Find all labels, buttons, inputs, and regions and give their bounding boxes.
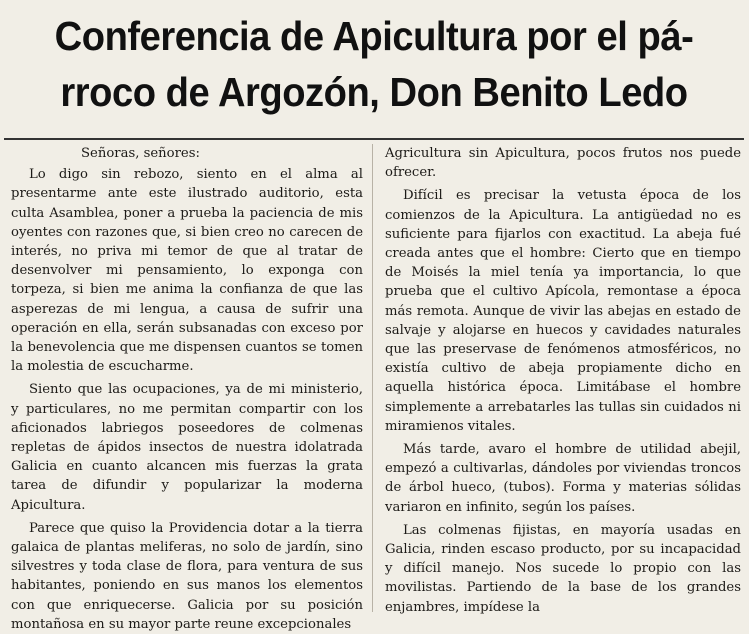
headline-rule xyxy=(4,138,744,140)
continuation-paragraph: Agricultura sin Apicultura, pocos frutos nos puede ofrecer. xyxy=(385,146,741,181)
article-headline xyxy=(35,8,712,120)
right-column xyxy=(385,144,741,617)
headline-line-1: Conferencia de Apicultura por el pá- xyxy=(54,13,694,59)
paragraph: Parece que quiso la Providencia dotar a la tierra galaica de plantas meliferas, no solo de jardín, sino silvestres y toda clase de flora, para ventura de sus habitantes, poniendo en sus manos los elementos con que enriquecerse. Galicia por su posición montañosa en su mayor parte reune excepcionales xyxy=(11,520,363,632)
paragraph: Las colmenas fijistas, en mayoría usadas en Galicia, rinden escaso producto, por su incapacidad y difícil manejo. Nos sucede lo propio con las movilistas. Partiendo de la base de los grandes enjambres, impídese la xyxy=(385,522,741,615)
left-column xyxy=(11,144,363,634)
paragraph: Más tarde, avaro el hombre de utilidad abejil, empezó a cultivarlas, dándoles por viviendas troncos de árbol hueco, (tubos). Forma y materias sólidas variaron en infinito, según los países. xyxy=(385,442,741,515)
paragraph: Siento que las ocupaciones, ya de mi ministerio, y particulares, no me permitan compartir con los aficionados labriegos poseedores de colmenas repletas de ápidos insectos de nuestra idolatrada Galicia en cuanto alcancen mis fuerzas la grata tarea de difundir y popularizar la moderna Apicultura. xyxy=(11,382,363,513)
paragraph: Difícil es precisar la vetusta época de los comienzos de la Apicultura. La antigüedad no es suficiente para fijarlos con exactitud. La abeja fué creada antes que el hombre: Cierto que en tiempo de Moisés la miel tenía ya importancia, lo que prueba que el cultivo Apícola, remontase a época más remota. Aunque de vivir las abejas en estado de salvaje y alojarse en huecos y cavidades naturales que las preservase de fenómenos atmosféricos, no existía cultivo de abeja propiamente dicho en aquella histórica época. Limitábase el hombre simplemente a arrebatarles las tullas sin cuidados ni miramienos vitales. xyxy=(385,188,741,434)
salutation: Señoras, señores: xyxy=(81,146,200,161)
headline-line-2: rroco de Argozón, Don Benito Ledo xyxy=(60,69,688,115)
paragraph: Lo digo sin rebozo, siento en el alma al presentarme ante este ilustrado auditorio, esta culta Asamblea, poner a prueba la paciencia de mis oyentes con razones que, si bien creo no carecen de interés, no priva mi temor de que al tratar de desenvolver mi pensamiento, lo exponga con torpeza, si bien me anima la confianza de que las asperezas de mi lengua, a causa de sufrir una operación en ella, serán subsanadas con exceso por la benevolencia que me dispensen cuantos se tomen la molestia de escucharme. xyxy=(11,167,363,375)
column-divider xyxy=(372,144,373,612)
